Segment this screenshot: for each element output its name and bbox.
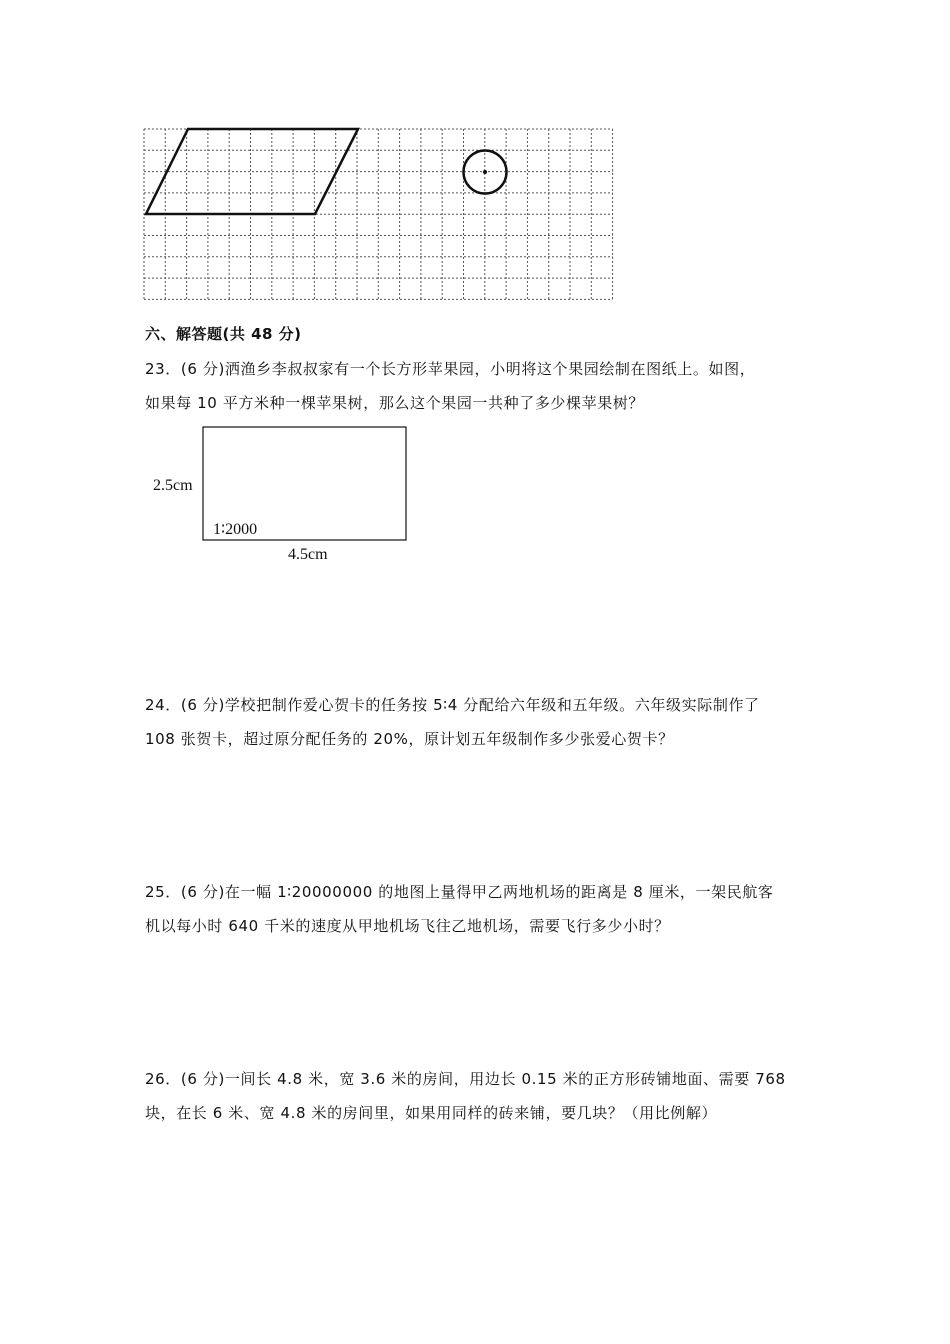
question-number: 25． [145, 883, 181, 901]
question-line [145, 1096, 810, 1130]
question-text: 如果每 10 平方米种一棵苹果树，那么这个果园一共种了多少棵苹果树？ [145, 394, 645, 412]
question-number: 23． [145, 360, 181, 378]
question-points: (6 分) [180, 360, 225, 378]
question-text: 洒渔乡李叔叔家有一个长方形苹果园，小明将这个果园绘制在图纸上。如图， [224, 360, 756, 378]
section-title: 六、解答题(共 48 分) [145, 325, 302, 343]
question-text: 一间长 4.8 米，宽 3.6 米的房间，用边长 0.15 米的正方形砖铺地面、需要 768 [224, 1070, 786, 1088]
question-line [145, 1062, 810, 1096]
question-23 [145, 352, 810, 420]
question-24 [145, 688, 810, 756]
question-line [145, 722, 810, 756]
width-label: 4.5cm [288, 546, 328, 563]
question-line [145, 875, 810, 909]
question-text: 学校把制作爱心贺卡的任务按 5∶4 分配给六年级和五年级。六年级实际制作了 [224, 696, 760, 714]
scale-label: 1∶2000 [213, 521, 258, 538]
question-points: (6 分) [180, 696, 225, 714]
grid-figure [142, 126, 616, 304]
question-line [145, 688, 810, 722]
question-text: 块，在长 6 米、宽 4.8 米的房间里，如果用同样的砖来铺，要几块？（用比例解） [145, 1104, 718, 1122]
question-line [145, 352, 810, 386]
question-line [145, 909, 810, 943]
question-points: (6 分) [180, 883, 225, 901]
question-number: 26． [145, 1070, 181, 1088]
rectangle-figure [145, 420, 425, 570]
question-line [145, 386, 810, 420]
question-text: 机以每小时 640 千米的速度从甲地机场飞往乙地机场，需要飞行多少小时？ [145, 917, 670, 935]
question-text: 在一幅 1∶20000000 的地图上量得甲乙两地机场的距离是 8 厘米，一架民航客 [224, 883, 774, 901]
question-number: 24． [145, 696, 181, 714]
height-label: 2.5cm [153, 477, 193, 494]
question-26 [145, 1062, 810, 1130]
circle-center-dot [483, 170, 487, 174]
question-25 [145, 875, 810, 943]
question-points: (6 分) [180, 1070, 225, 1088]
question-text: 108 张贺卡，超过原分配任务的 20%，原计划五年级制作多少张爱心贺卡？ [145, 730, 674, 748]
